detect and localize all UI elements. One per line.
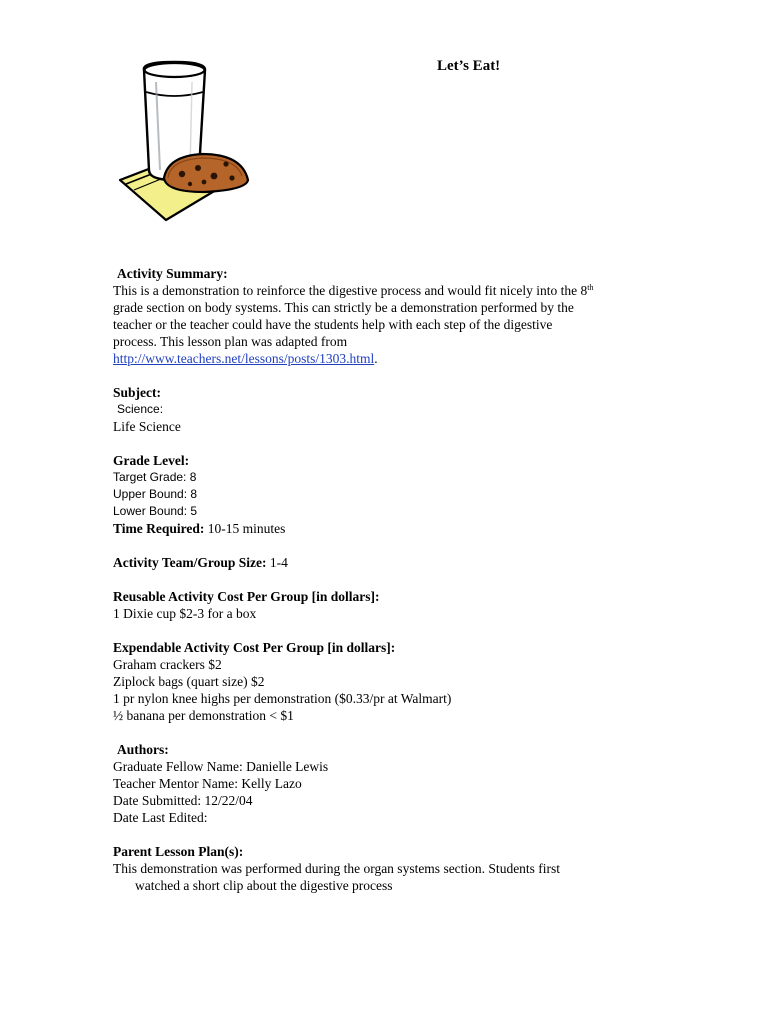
link-suffix: . [374, 351, 378, 366]
time-required-value: 10-15 minutes [204, 521, 286, 536]
list-item: 1 pr nylon knee highs per demonstration ($0.33/pr at Walmart) [113, 691, 452, 706]
grade-level-heading: Grade Level: [113, 453, 190, 468]
parent-lesson-line: watched a short clip about the digestive process [135, 878, 393, 893]
activity-summary-line: teacher or the teacher could have the students help with each step of the digestive [113, 317, 553, 332]
subject-section [113, 384, 673, 435]
reusable-cost-heading: Reusable Activity Cost Per Group [in dollars]: [113, 589, 380, 604]
expendable-cost-heading: Expendable Activity Cost Per Group [in dollars]: [113, 640, 396, 655]
parent-lesson-section [113, 843, 673, 894]
subject-value: Life Science [113, 419, 181, 434]
expendable-cost-section [113, 639, 673, 724]
authors-heading: Authors: [117, 742, 169, 757]
time-required-line [113, 520, 673, 537]
activity-summary-section [113, 265, 673, 367]
list-item: ½ banana per demonstration < $1 [113, 708, 294, 723]
time-required-section [113, 520, 673, 537]
milk-and-cookie-icon [108, 52, 258, 230]
activity-summary-line [113, 350, 673, 367]
target-grade: Target Grade: 8 [113, 470, 197, 484]
team-size-line [113, 554, 673, 571]
list-item: Ziplock bags (quart size) $2 [113, 674, 265, 689]
parent-lesson-line: This demonstration was performed during the organ systems section. Students first [113, 861, 561, 876]
lower-bound: Lower Bound: 5 [113, 504, 198, 518]
parent-lesson-heading: Parent Lesson Plan(s): [113, 844, 244, 859]
list-item: Graham crackers $2 [113, 657, 222, 672]
date-submitted: Date Submitted: 12/22/04 [113, 793, 253, 808]
date-last-edited: Date Last Edited: [113, 810, 208, 825]
team-size-value: 1-4 [266, 555, 288, 570]
teacher-mentor: Teacher Mentor Name: Kelly Lazo [113, 776, 302, 791]
upper-bound: Upper Bound: 8 [113, 487, 198, 501]
subject-category: Science: [117, 402, 164, 416]
page-title: Let’s Eat! [437, 58, 501, 74]
activity-summary-line [113, 282, 673, 299]
lesson-plan-body [113, 265, 673, 911]
list-item: 1 Dixie cup $2-3 for a box [113, 606, 257, 621]
graduate-fellow: Graduate Fellow Name: Danielle Lewis [113, 759, 329, 774]
summary-text: This is a demonstration to reinforce the digestive process and would fit nicely into the 8 [113, 283, 588, 298]
activity-summary-line: process. This lesson plan was adapted from [113, 334, 348, 349]
activity-summary-line: grade section on body systems. This can strictly be a demonstration performed by the [113, 300, 574, 315]
source-link[interactable]: http://www.teachers.net/lessons/posts/1303.html [113, 351, 375, 366]
grade-level-section [113, 452, 673, 520]
activity-summary-heading: Activity Summary: [117, 266, 228, 281]
time-required-label: Time Required: [113, 521, 205, 536]
team-size-label: Activity Team/Group Size: [113, 555, 267, 570]
reusable-cost-section [113, 588, 673, 622]
authors-section [113, 741, 673, 826]
team-size-section [113, 554, 673, 571]
subject-heading: Subject: [113, 385, 161, 400]
ordinal-suffix: th [587, 283, 594, 292]
